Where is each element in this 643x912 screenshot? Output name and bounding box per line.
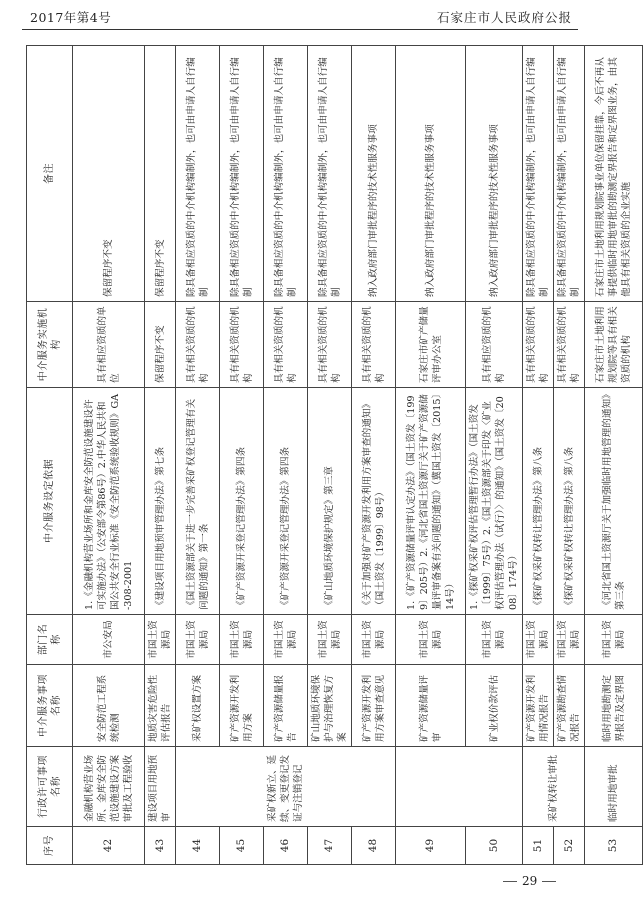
col-header-service: 中介服务事项名称 xyxy=(27,665,73,747)
col-header-basis: 中介服务设定依据 xyxy=(27,388,73,615)
row-number: 52 xyxy=(554,827,585,865)
legal-basis: 1.《金融机构营业场所和金库安全防范设施建设许可实施办法》（公安部令第86号）2.中华人民共和国公共安全行业标准《安全防范系统验收规则》GA-308-2001 xyxy=(73,388,145,615)
row-number: 48 xyxy=(352,827,396,865)
table-header-row xyxy=(27,46,73,865)
legal-basis: 《矿产资源开采登记管理办法》第四条 xyxy=(220,388,264,615)
remark: 除具备相应资质的中介机构编制外，也可由申请人自行编制 xyxy=(308,46,352,302)
service-agency: 具有相应资质的单位 xyxy=(73,302,145,388)
row-number: 49 xyxy=(396,827,466,865)
page-number-text: 29 xyxy=(522,874,538,888)
table-row xyxy=(308,46,352,865)
legal-basis: 《国土资源部关于进一步完善采矿权登记管理有关问题的通知》第一条 xyxy=(176,388,220,615)
page-dash-left xyxy=(503,881,517,882)
legal-basis: 《探矿权采矿权转让管理办法》第八条 xyxy=(554,388,585,615)
row-number: 44 xyxy=(176,827,220,865)
department: 市国土资源局 xyxy=(352,615,396,665)
col-header-agency: 中介服务实施机构 xyxy=(27,302,73,388)
service-agency: 具有相应资质的机构 xyxy=(466,302,523,388)
department: 市国土资源局 xyxy=(145,615,176,665)
table-row xyxy=(264,46,308,865)
service-name: 采矿权设置方案 xyxy=(176,665,220,747)
service-agency: 具有相关资质的机构 xyxy=(176,302,220,388)
permit-name-merged: 采矿权转让审批 xyxy=(523,747,585,827)
service-table-region xyxy=(26,46,632,865)
table-row xyxy=(176,46,220,865)
page-dash-right xyxy=(542,881,556,882)
service-agency: 石家庄市矿产储量评审办公室 xyxy=(396,302,466,388)
row-number: 50 xyxy=(466,827,523,865)
service-name: 矿产资源开发利用方案审查意见 xyxy=(352,665,396,747)
table-row xyxy=(554,46,585,865)
service-name: 地质灾害危险性评估报告 xyxy=(145,665,176,747)
header-rule xyxy=(22,29,578,30)
service-agency: 具有相关资质的机构 xyxy=(220,302,264,388)
row-number: 53 xyxy=(585,827,643,865)
rotated-table-container xyxy=(26,46,632,865)
service-name: 矿业权价款评估 xyxy=(466,665,523,747)
department: 市国土资源局 xyxy=(466,615,523,665)
service-name: 矿产资源开发利用方案 xyxy=(220,665,264,747)
service-name: 安全防范工程系统检测 xyxy=(73,665,145,747)
col-header-remark: 备注 xyxy=(27,46,73,302)
remark: 除具备相应资质的中介机构编制外，也可由申请人自行编制 xyxy=(554,46,585,302)
department: 市国土资源局 xyxy=(264,615,308,665)
service-name: 临时用地勘测定界报告及定界图 xyxy=(585,665,643,747)
service-agency: 石家庄市土地利用规划院等具有相关资质的机构 xyxy=(585,302,643,388)
remark: 除具备相应资质的中介机构编制外，也可由申请人自行编制 xyxy=(220,46,264,302)
col-header-no: 序号 xyxy=(27,827,73,865)
remark: 纳入政府部门审批程序的技术性服务事项 xyxy=(466,46,523,302)
publication-title: 石家庄市人民政府公报 xyxy=(436,10,572,25)
legal-basis: 1.《探矿权采矿权评估管理暂行办法》（国土资发〔1999〕75号）2.《国土资源部关于印发〈矿业权评估管理办法（试行）〉的通知》（国土资发〔2008〕174号） xyxy=(466,388,523,615)
row-number: 46 xyxy=(264,827,308,865)
remark: 保留程序不变 xyxy=(145,46,176,302)
department: 市公安局 xyxy=(73,615,145,665)
legal-basis: 《探矿权采矿权转让管理办法》第八条 xyxy=(523,388,554,615)
table-row xyxy=(145,46,176,865)
remark: 石家庄市土地利用规划院事业单位保留挂靠，今后不再从事提供临时用地审批的勘测定界报告和定界图业务，由其他具有相关资质的企业实施 xyxy=(585,46,643,302)
service-name: 矿产资源开发利用情况报告 xyxy=(523,665,554,747)
service-agency: 保留程序不变 xyxy=(145,302,176,388)
department: 市国土资源局 xyxy=(176,615,220,665)
table-row xyxy=(585,46,643,865)
department: 市国土资源局 xyxy=(396,615,466,665)
legal-basis: 《河北省国土资源厅关于加强临时用地管理的通知》第三条 xyxy=(585,388,643,615)
table-row xyxy=(73,46,145,865)
col-header-permit: 行政许可事项名称 xyxy=(27,747,73,827)
table-row xyxy=(396,46,466,865)
permit-name: 建设项目用地预审 xyxy=(145,747,176,827)
department: 市国土资源局 xyxy=(585,615,643,665)
service-name: 矿产资源储量报告 xyxy=(264,665,308,747)
legal-basis: 1.《矿产资源储量评审认定办法》（国土资发〔1999〕205号）2.《河北省国土资源厅关于矿产资源储量评审备案有关问题的通知》（冀国土资发〔2015〕14号） xyxy=(396,388,466,615)
department: 市国土资源局 xyxy=(308,615,352,665)
department: 市国土资源局 xyxy=(220,615,264,665)
col-header-dept: 部门名称 xyxy=(27,615,73,665)
legal-basis: 《建设项目用地预审管理办法》第七条 xyxy=(145,388,176,615)
permit-name-blank xyxy=(396,747,523,827)
service-agency: 具有相关资质的机构 xyxy=(264,302,308,388)
issue-number: 2017年第4号 xyxy=(30,10,112,25)
table-row xyxy=(220,46,264,865)
row-number: 45 xyxy=(220,827,264,865)
service-name: 矿产资源勘查情况报告 xyxy=(554,665,585,747)
row-number: 43 xyxy=(145,827,176,865)
remark: 纳入政府部门审批程序的技术性服务事项 xyxy=(352,46,396,302)
legal-basis: 《矿山地质环境保护规定》第三章 xyxy=(308,388,352,615)
department: 市国土资源局 xyxy=(523,615,554,665)
remark: 保留程序不变 xyxy=(73,46,145,302)
service-agency: 具有相关资质的机构 xyxy=(352,302,396,388)
permit-name: 金融机构营业场所、金库安全防范设施建设方案审批及工程验收 xyxy=(73,747,145,827)
row-number: 51 xyxy=(523,827,554,865)
table-row xyxy=(466,46,523,865)
legal-basis: 《关于加强对矿产资源开发利用方案审查的通知》（国土资发〔1999〕98号） xyxy=(352,388,396,615)
department: 市国土资源局 xyxy=(554,615,585,665)
page-number xyxy=(498,874,561,888)
remark: 纳入政府部门审批程序的技术性服务事项 xyxy=(396,46,466,302)
permit-name: 临时用地审批 xyxy=(585,747,643,827)
row-number: 42 xyxy=(73,827,145,865)
table-row xyxy=(352,46,396,865)
intermediary-service-table xyxy=(26,45,643,865)
table-row xyxy=(523,46,554,865)
permit-name-merged: 采矿权新立、延续、变更登记发证与注销登记 xyxy=(176,747,396,827)
service-agency: 具有相关资质的机构 xyxy=(308,302,352,388)
service-agency: 具有相关资质的机构 xyxy=(554,302,585,388)
remark: 除具备相应资质的中介机构编制外，也可由申请人自行编制 xyxy=(176,46,220,302)
service-agency: 具有相关资质的机构 xyxy=(523,302,554,388)
remark: 除具备相应资质的中介机构编制外，也可由申请人自行编制 xyxy=(264,46,308,302)
service-name: 矿山地质环境保护与治理恢复方案 xyxy=(308,665,352,747)
service-name: 矿产资源储量评审 xyxy=(396,665,466,747)
row-number: 47 xyxy=(308,827,352,865)
legal-basis: 《矿产资源开采登记管理办法》第四条 xyxy=(264,388,308,615)
remark: 除具备相应资质的中介机构编制外，也可由申请人自行编制 xyxy=(523,46,554,302)
